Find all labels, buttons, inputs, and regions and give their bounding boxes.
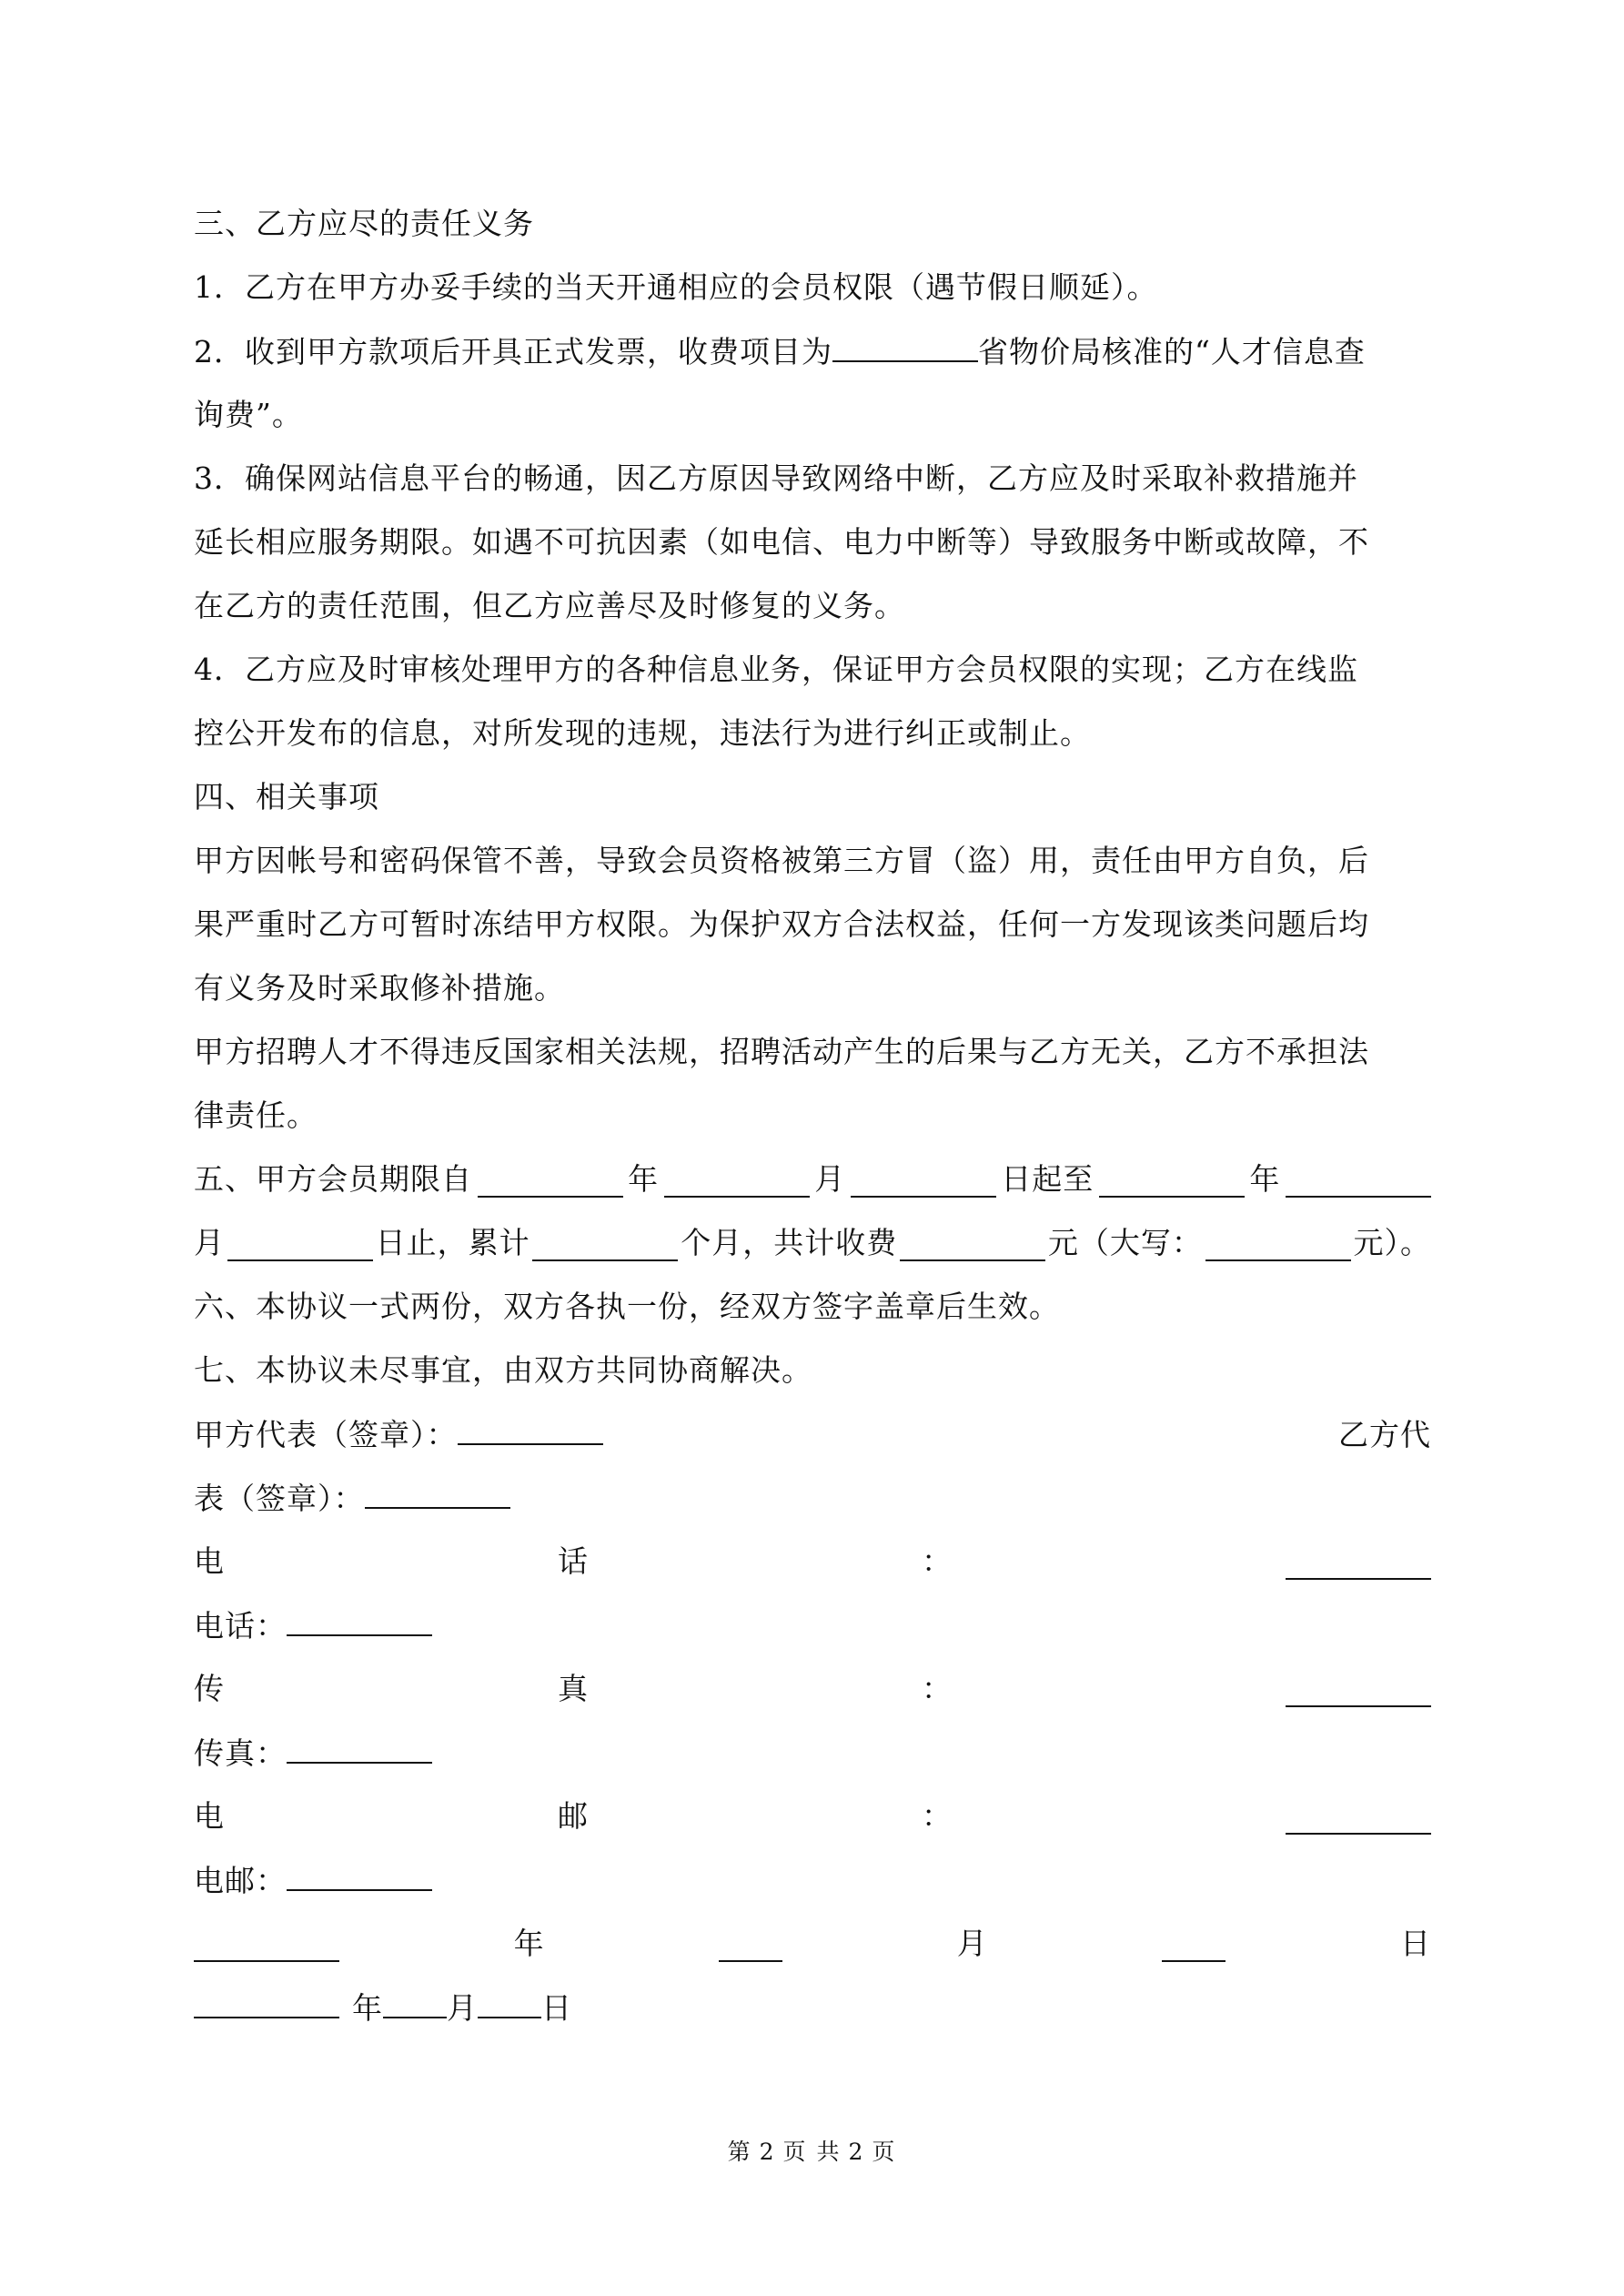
label-month: 月 bbox=[814, 1161, 846, 1197]
fax-line-a bbox=[194, 1671, 1431, 1707]
party-b-rep-label-part2: 表（签章）： bbox=[194, 1481, 365, 1516]
label-year-end: 年 bbox=[1249, 1161, 1281, 1197]
footer-suffix: 页 bbox=[872, 2139, 897, 2165]
page-footer bbox=[0, 2134, 1624, 2167]
fax-char-1: 传 bbox=[194, 1671, 225, 1706]
fill-blank-fee-capital[interactable] bbox=[1205, 1232, 1351, 1261]
section4-para1-l1: 甲方因帐号和密码保管不善，导致会员资格被第三方冒（盗）用，责任由甲方自负，后 bbox=[194, 843, 1369, 878]
email-line-a bbox=[194, 1798, 1431, 1835]
section6: 六、本协议一式两份，双方各执一份，经双方签字盖章后生效。 bbox=[194, 1289, 1060, 1324]
fill-blank-email-a[interactable] bbox=[1286, 1805, 1431, 1835]
fax-line-b bbox=[194, 1735, 1431, 1772]
date-a-year-label: 年 bbox=[513, 1926, 545, 1961]
signature-party-b-line bbox=[194, 1480, 1431, 1517]
fill-blank-party-b-signature[interactable] bbox=[365, 1480, 510, 1509]
fill-blank-fax-b[interactable] bbox=[287, 1735, 432, 1764]
fill-blank-date-a-year[interactable] bbox=[194, 1933, 339, 1962]
fill-blank-date-a-day[interactable] bbox=[1162, 1933, 1226, 1962]
footer-prefix: 第 bbox=[727, 2139, 752, 2165]
fax-colon: ： bbox=[922, 1671, 953, 1706]
section5-line1 bbox=[194, 1161, 1431, 1198]
fill-blank-fax-a[interactable] bbox=[1286, 1678, 1431, 1707]
date-b-month-label: 月 bbox=[447, 1990, 478, 2026]
date-a-day-label: 日 bbox=[1399, 1926, 1431, 1961]
section4-para1-l3: 有义务及时采取修补措施。 bbox=[194, 970, 565, 1006]
fill-blank-start-day[interactable] bbox=[851, 1168, 996, 1198]
date-b-year-label: 年 bbox=[352, 1990, 383, 2026]
section3-item2-cont: 询费”。 bbox=[194, 397, 303, 432]
section3-item3-l1: 3．确保网站信息平台的畅通，因乙方原因导致网络中断，乙方应及时采取补救措施并 bbox=[194, 460, 1358, 496]
date-b-day-label: 日 bbox=[541, 1990, 572, 2026]
section5-prefix: 五、甲方会员期限自 bbox=[194, 1161, 472, 1197]
label-yuan-end: 元）。 bbox=[1353, 1225, 1431, 1260]
section7: 七、本协议未尽事宜，由双方共同协商解决。 bbox=[194, 1352, 812, 1388]
phone-line-a bbox=[194, 1543, 1431, 1580]
section4-para2-l1: 甲方招聘人才不得违反国家相关法规，招聘活动产生的后果与乙方无关，乙方不承担法 bbox=[194, 1034, 1369, 1069]
phone-char-2: 话 bbox=[558, 1543, 589, 1579]
label-day-from: 日起至 bbox=[1001, 1161, 1094, 1197]
section3-item2 bbox=[194, 333, 1431, 370]
fill-blank-end-month[interactable] bbox=[1286, 1168, 1431, 1198]
party-b-rep-label-part1: 乙方代 bbox=[1338, 1417, 1431, 1452]
section3-item1: 1．乙方在甲方办妥手续的当天开通相应的会员权限（遇节假日顺延）。 bbox=[194, 269, 1158, 305]
email-char-1: 电 bbox=[194, 1798, 225, 1834]
fill-blank-party-a-signature[interactable] bbox=[458, 1416, 603, 1445]
fill-blank-fee-amount[interactable] bbox=[900, 1232, 1045, 1261]
signature-party-a-line bbox=[194, 1416, 1431, 1453]
section3-item4-l2: 控公开发布的信息，对所发现的违规，违法行为进行纠正或制止。 bbox=[194, 715, 1091, 751]
footer-page-number: 2 bbox=[759, 2139, 776, 2165]
section3-item3-l3: 在乙方的责任范围，但乙方应善尽及时修复的义务。 bbox=[194, 588, 905, 623]
fill-blank-email-b[interactable] bbox=[287, 1862, 432, 1891]
label-months-fee: 个月，共计收费 bbox=[681, 1225, 898, 1260]
section3-item3-l2: 延长相应服务期限。如遇不可抗因素（如电信、电力中断等）导致服务中断或故障，不 bbox=[194, 524, 1369, 560]
email-colon: ： bbox=[922, 1798, 953, 1834]
fill-blank-end-year[interactable] bbox=[1099, 1168, 1245, 1198]
phone-char-1: 电 bbox=[194, 1543, 225, 1579]
section3-heading: 三、乙方应尽的责任义务 bbox=[194, 206, 534, 241]
date-line-b bbox=[194, 1989, 1431, 2027]
footer-mid: 页 共 bbox=[782, 2139, 842, 2165]
section3-item4-l1: 4．乙方应及时审核处理甲方的各种信息业务，保证甲方会员权限的实现；乙方在线监 bbox=[194, 652, 1358, 687]
email-line-b bbox=[194, 1862, 1431, 1899]
fill-blank-date-b-year[interactable] bbox=[194, 1989, 339, 2018]
date-a-month-label: 月 bbox=[956, 1926, 988, 1961]
label-month-end: 月 bbox=[194, 1225, 225, 1260]
fax-label-b: 传真： bbox=[194, 1735, 287, 1771]
fill-blank-end-day[interactable] bbox=[227, 1232, 373, 1261]
footer-total-pages: 2 bbox=[848, 2139, 865, 2165]
fill-blank-province[interactable] bbox=[832, 333, 978, 362]
fax-char-2: 真 bbox=[558, 1671, 589, 1706]
phone-colon: ： bbox=[922, 1543, 953, 1579]
fill-blank-date-b-day[interactable] bbox=[478, 1989, 541, 2018]
phone-label-b: 电话： bbox=[194, 1608, 287, 1644]
label-yuan-capital: 元（大写： bbox=[1047, 1225, 1203, 1260]
fill-blank-phone-b[interactable] bbox=[287, 1607, 432, 1636]
section4-para1-l2: 果严重时乙方可暂时冻结甲方权限。为保护双方合法权益，任何一方发现该类问题后均 bbox=[194, 906, 1369, 942]
section4-para2-l2: 律责任。 bbox=[194, 1097, 318, 1133]
fill-blank-date-a-month[interactable] bbox=[719, 1933, 782, 1962]
section4-heading: 四、相关事项 bbox=[194, 779, 379, 814]
fill-blank-start-year[interactable] bbox=[478, 1168, 623, 1198]
item2-text-a: 2．收到甲方款项后开具正式发票，收费项目为 bbox=[194, 334, 832, 369]
party-a-rep-label: 甲方代表（签章）： bbox=[194, 1417, 458, 1452]
fill-blank-total-months[interactable] bbox=[532, 1232, 678, 1261]
phone-line-b bbox=[194, 1607, 1431, 1644]
fill-blank-date-b-month[interactable] bbox=[383, 1989, 447, 2018]
label-day-until: 日止，累计 bbox=[375, 1225, 530, 1260]
item2-text-b: 省物价局核准的“人才信息查 bbox=[978, 334, 1366, 369]
fill-blank-phone-a[interactable] bbox=[1286, 1551, 1431, 1580]
fill-blank-start-month[interactable] bbox=[664, 1168, 810, 1198]
label-year: 年 bbox=[628, 1161, 660, 1197]
section5-line2 bbox=[194, 1225, 1431, 1261]
email-char-2: 邮 bbox=[558, 1798, 589, 1834]
email-label-b: 电邮： bbox=[194, 1863, 287, 1898]
date-line-a bbox=[194, 1926, 1431, 1962]
